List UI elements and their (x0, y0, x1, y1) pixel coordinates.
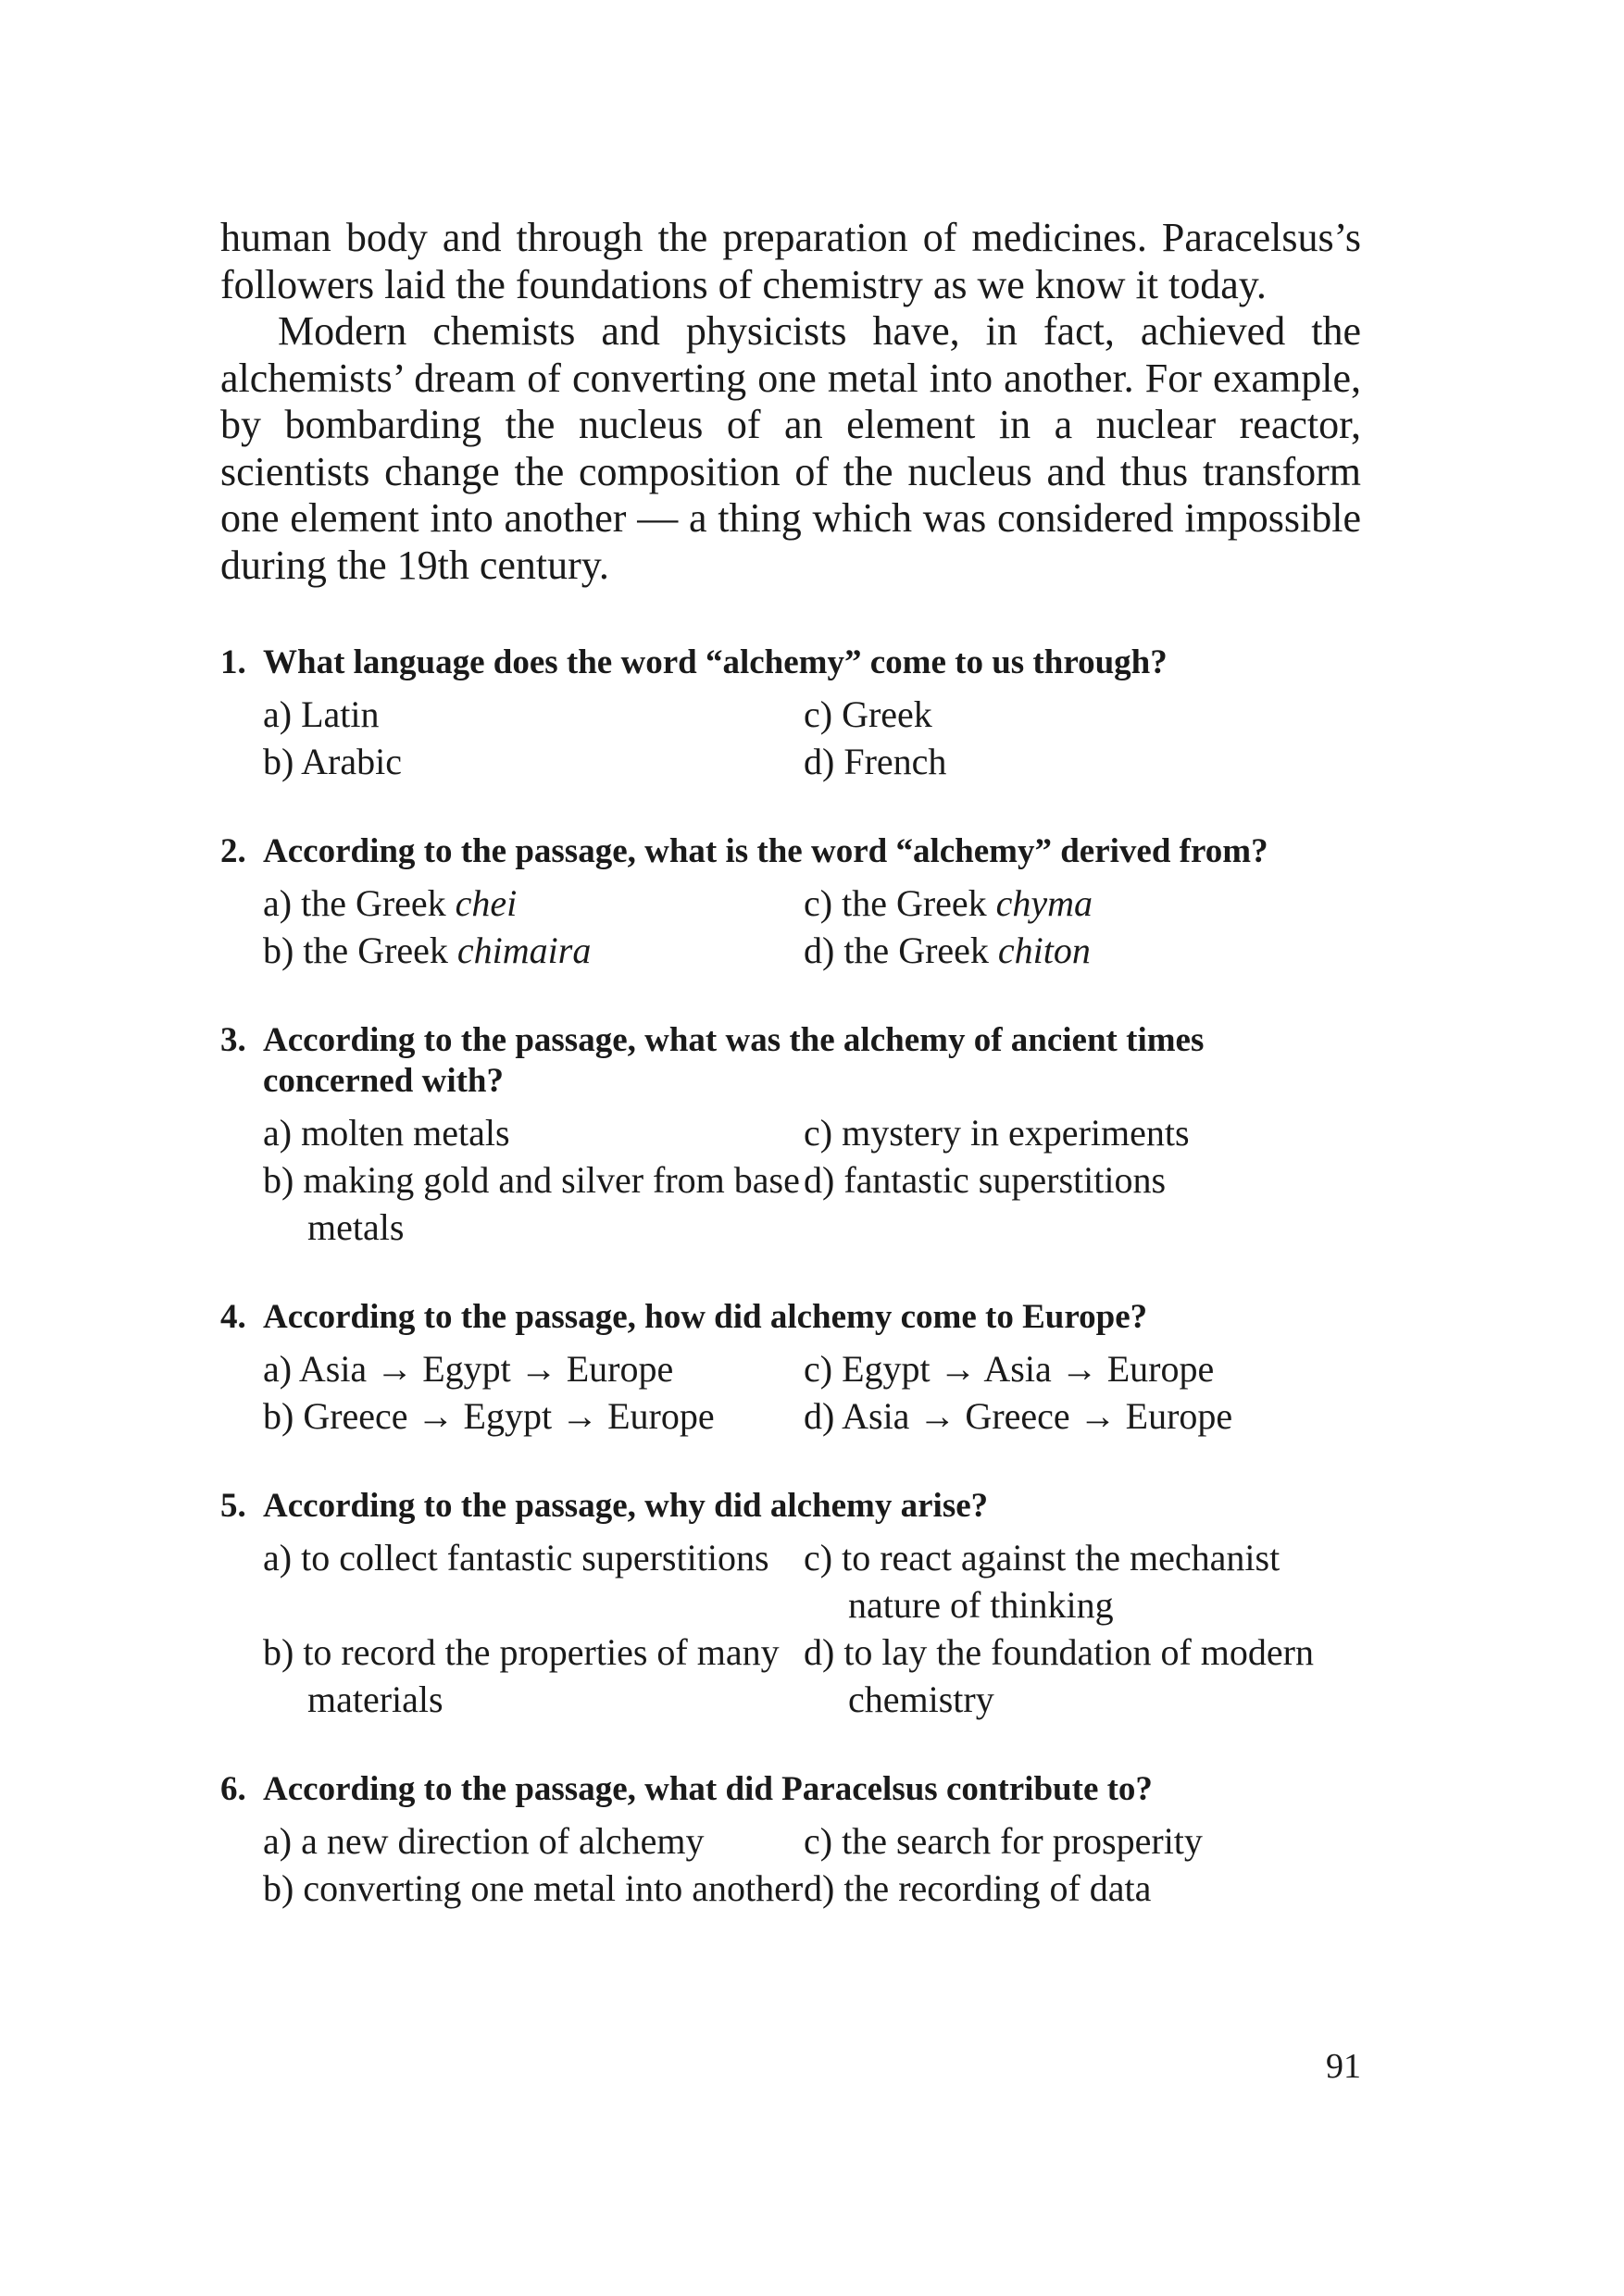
option-b: b) Arabic (263, 741, 402, 782)
option-a: a) Latin (263, 693, 380, 735)
question-text: What language does the word “alchemy” come to us through? (263, 643, 1168, 681)
option-c: c) the search for prosperity (804, 1820, 1203, 1862)
option-c: c) Egypt → Asia → Europe (804, 1348, 1215, 1390)
question-5-options (263, 1534, 1361, 1723)
option-d: d) to lay the foundation of modern chemistry (804, 1631, 1314, 1720)
question-number: 1. (220, 643, 246, 681)
question-number: 6. (220, 1770, 246, 1808)
question-1-heading (220, 643, 1361, 683)
question-2 (220, 831, 1361, 974)
page-content (220, 215, 1361, 1958)
question-number: 3. (220, 1021, 246, 1059)
question-4-heading (220, 1297, 1361, 1338)
question-1-options (263, 691, 1361, 785)
option-c: c) Greek (804, 693, 932, 735)
option-d (804, 927, 1361, 974)
question-6-heading (220, 1769, 1361, 1810)
question-2-options (263, 880, 1361, 974)
option-a: a) to collect fantastic superstitions (263, 1537, 769, 1578)
option-b (263, 927, 804, 974)
question-5-heading (220, 1486, 1361, 1527)
question-3 (220, 1020, 1361, 1251)
question-1 (220, 643, 1361, 785)
option-b: b) to record the properties of many materials (263, 1631, 780, 1720)
question-3-heading (220, 1020, 1361, 1102)
question-number: 2. (220, 832, 246, 870)
option-a: a) a new direction of alchemy (263, 1820, 705, 1862)
option-c: c) to react against the mechanist nature of thinking (804, 1537, 1280, 1626)
question-5 (220, 1486, 1361, 1723)
greek-term: chyma (995, 882, 1093, 924)
question-number: 5. (220, 1487, 246, 1525)
option-a: a) Asia → Egypt → Europe (263, 1348, 674, 1390)
option-label: b) the Greek (263, 930, 457, 971)
option-d: d) the recording of data (804, 1867, 1152, 1909)
question-3-options (263, 1109, 1361, 1251)
page-number: 91 (1326, 2047, 1361, 2086)
option-a (263, 880, 804, 927)
option-d: d) Asia → Greece → Europe (804, 1395, 1233, 1437)
question-text: According to the passage, what did Paracelsus contribute to? (263, 1770, 1153, 1808)
reading-passage (220, 215, 1361, 589)
greek-term: chiton (997, 930, 1091, 971)
greek-term: chimaira (456, 930, 592, 971)
option-d: d) fantastic superstitions (804, 1159, 1167, 1201)
question-text: According to the passage, how did alchemy come to Europe? (263, 1298, 1148, 1336)
question-6 (220, 1769, 1361, 1912)
question-4 (220, 1297, 1361, 1440)
question-2-heading (220, 831, 1361, 872)
option-label: d) the Greek (804, 930, 998, 971)
question-text: According to the passage, what is the word “alchemy” derived from? (263, 832, 1268, 870)
question-text: According to the passage, what was the alchemy of ancient times concerned with? (263, 1021, 1205, 1100)
passage-paragraph-1: human body and through the preparation of medicines. Paracelsus’s followers laid the foundations of chemistry as we know it today. (220, 215, 1361, 307)
option-b: b) making gold and silver from base metals (263, 1159, 800, 1248)
option-label: c) the Greek (804, 882, 996, 924)
option-label: a) the Greek (263, 882, 456, 924)
option-b: b) converting one metal into another (263, 1867, 804, 1909)
option-b: b) Greece → Egypt → Europe (263, 1395, 715, 1437)
option-c (804, 880, 1361, 927)
questions-list (220, 643, 1361, 1912)
option-d: d) French (804, 741, 947, 782)
question-6-options (263, 1817, 1361, 1912)
question-4-options (263, 1345, 1361, 1440)
option-c: c) mystery in experiments (804, 1112, 1190, 1154)
question-text: According to the passage, why did alchemy arise? (263, 1487, 989, 1525)
question-number: 4. (220, 1298, 246, 1336)
greek-term: chei (455, 882, 518, 924)
option-a: a) molten metals (263, 1112, 510, 1154)
passage-paragraph-2: Modern chemists and physicists have, in fact, achieved the alchemists’ dream of converting one metal into another. For example, by bombarding the nucleus of an element in a nuclear reactor, scientists change the composition of the nucleus and thus transform one element into another — a thing which was considered impossible during the 19th century. (220, 308, 1361, 588)
